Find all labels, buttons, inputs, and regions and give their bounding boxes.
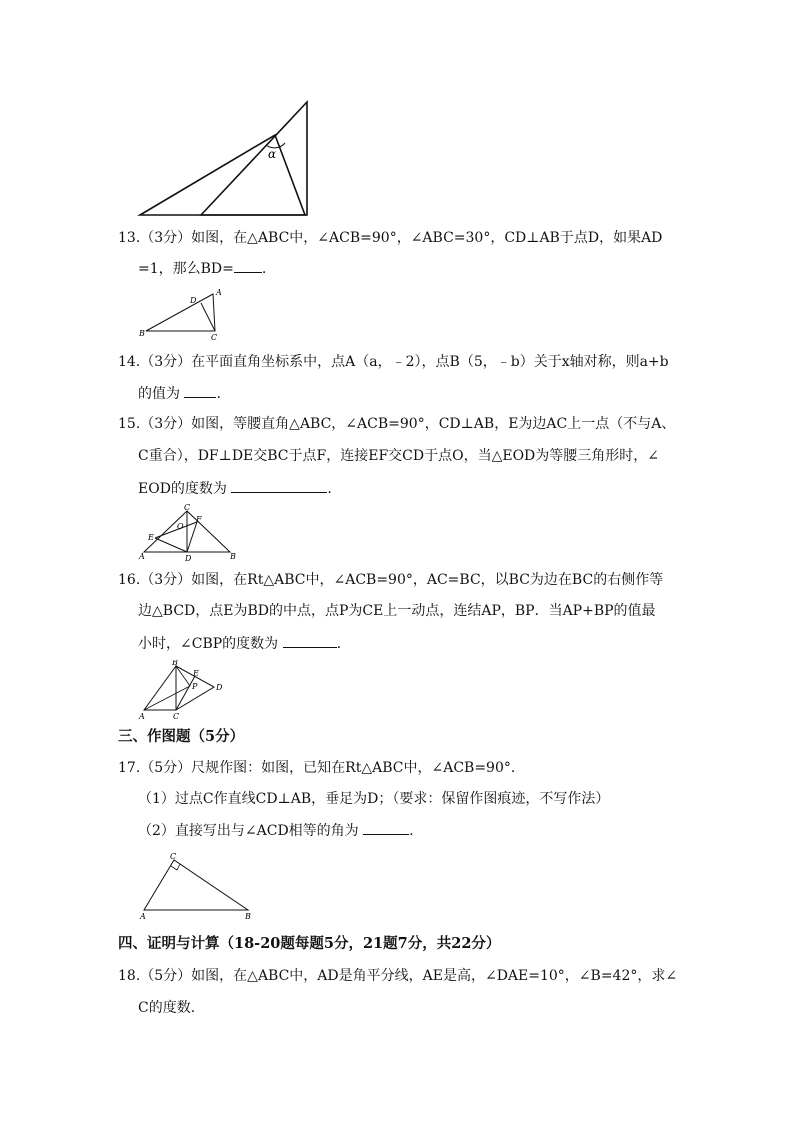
q15-line3 [138,478,794,499]
q13-line2 [138,258,794,279]
q16-label-B: B [172,660,178,667]
q13-line2-text: =1，那么BD= [138,261,234,277]
q16-line3 [138,633,794,654]
section-4-heading: 四、证明与计算（18-20题每题5分，21题7分，共22分） [118,935,501,952]
q16-figure [138,660,228,722]
q13-label-C: C [211,333,218,342]
q14-line2-end: . [216,386,221,402]
q15-label-C: C [184,503,191,512]
q15-label-F: F [196,515,202,524]
q15-label-E: E [148,533,154,542]
q14-line2-text: 的值为 [138,386,185,402]
q17-line1: 17.（5分）尺规作图：如图，已知在Rt△ABC中，∠ACB=90°． [118,760,525,776]
q14-line2 [138,383,794,404]
q13-figure [138,287,228,342]
q15-label-A: A [139,552,145,561]
q12-alpha-label: α [268,147,277,161]
q15-label-O: O [177,522,184,531]
q16-line3-end: . [336,636,342,652]
q16-line3-text: 小时，∠CBP的度数为 [138,636,283,652]
q14-line1: 14.（3分）在平面直角坐标系中，点A（a，﹣2），点B（5，﹣b）关于x轴对称，则a+b [118,354,669,370]
section-3-heading: 三、作图题（5分） [118,728,245,745]
q15-line3-end: . [327,481,332,497]
q15-label-D: D [185,554,192,562]
q13-label-B: B [139,329,145,338]
q17-label-C: C [170,852,177,861]
q12-figure [135,98,325,218]
q18-line2: C的度数. [138,1000,196,1016]
q15-line1: 15.（3分）如图，等腰直角△ABC，∠ACB=90°，CD⊥AB，E为边AC上一点（不与A、 [118,416,676,432]
q15-answer-blank[interactable] [231,478,327,493]
q15-line2: C重合），DF⊥DE交BC于点F，连接EF交CD于点O，当△EOD为等腰三角形时，∠ [138,448,659,464]
q16-line2: 边△BCD，点E为BD的中点，点P为CE上一动点，连结AP，BP．当AP+BP的值最 [138,603,656,619]
q13-answer-blank[interactable] [234,258,262,273]
q17-label-B: B [245,912,251,921]
q18-line1: 18.（5分）如图，在△ABC中，AD是角平分线，AE是高，∠DAE=10°，∠B=42°，求∠ [118,968,678,984]
q15-line3-text: EOD的度数为 [138,481,232,497]
q13-line2-end: . [261,261,267,277]
q17-sub1: （1）过点C作直线CD⊥AB，垂足为D；（要求：保留作图痕迹，不写作法） [138,791,610,807]
q16-label-D: D [216,683,223,692]
q13-label-D: D [190,296,197,305]
q16-label-P: P [192,682,198,691]
q15-label-B: B [230,552,236,561]
q17-sub2-end: . [409,823,414,839]
q16-line1: 16.（3分）如图，在Rt△ABC中，∠ACB=90°，AC=BC，以BC为边在BC的右侧作等 [118,572,664,588]
q17-answer-blank[interactable] [363,820,409,835]
q16-label-E: E [193,669,199,678]
q13-label-A: A [216,288,222,297]
q17-sub2-text: （2）直接写出与∠ACD相等的角为 [138,823,364,839]
q17-sub2 [138,820,794,841]
q17-label-A: A [140,912,146,921]
q17-figure [138,850,256,922]
q16-label-C: C [173,712,180,721]
q16-label-A: A [139,712,145,721]
q15-figure [138,502,244,562]
q13-line1: 13.（3分）如图，在△ABC中，∠ACB=90°，∠ABC=30°，CD⊥AB于点D，如果AD [118,230,663,246]
q14-answer-blank[interactable] [184,383,216,398]
q16-answer-blank[interactable] [283,633,337,648]
